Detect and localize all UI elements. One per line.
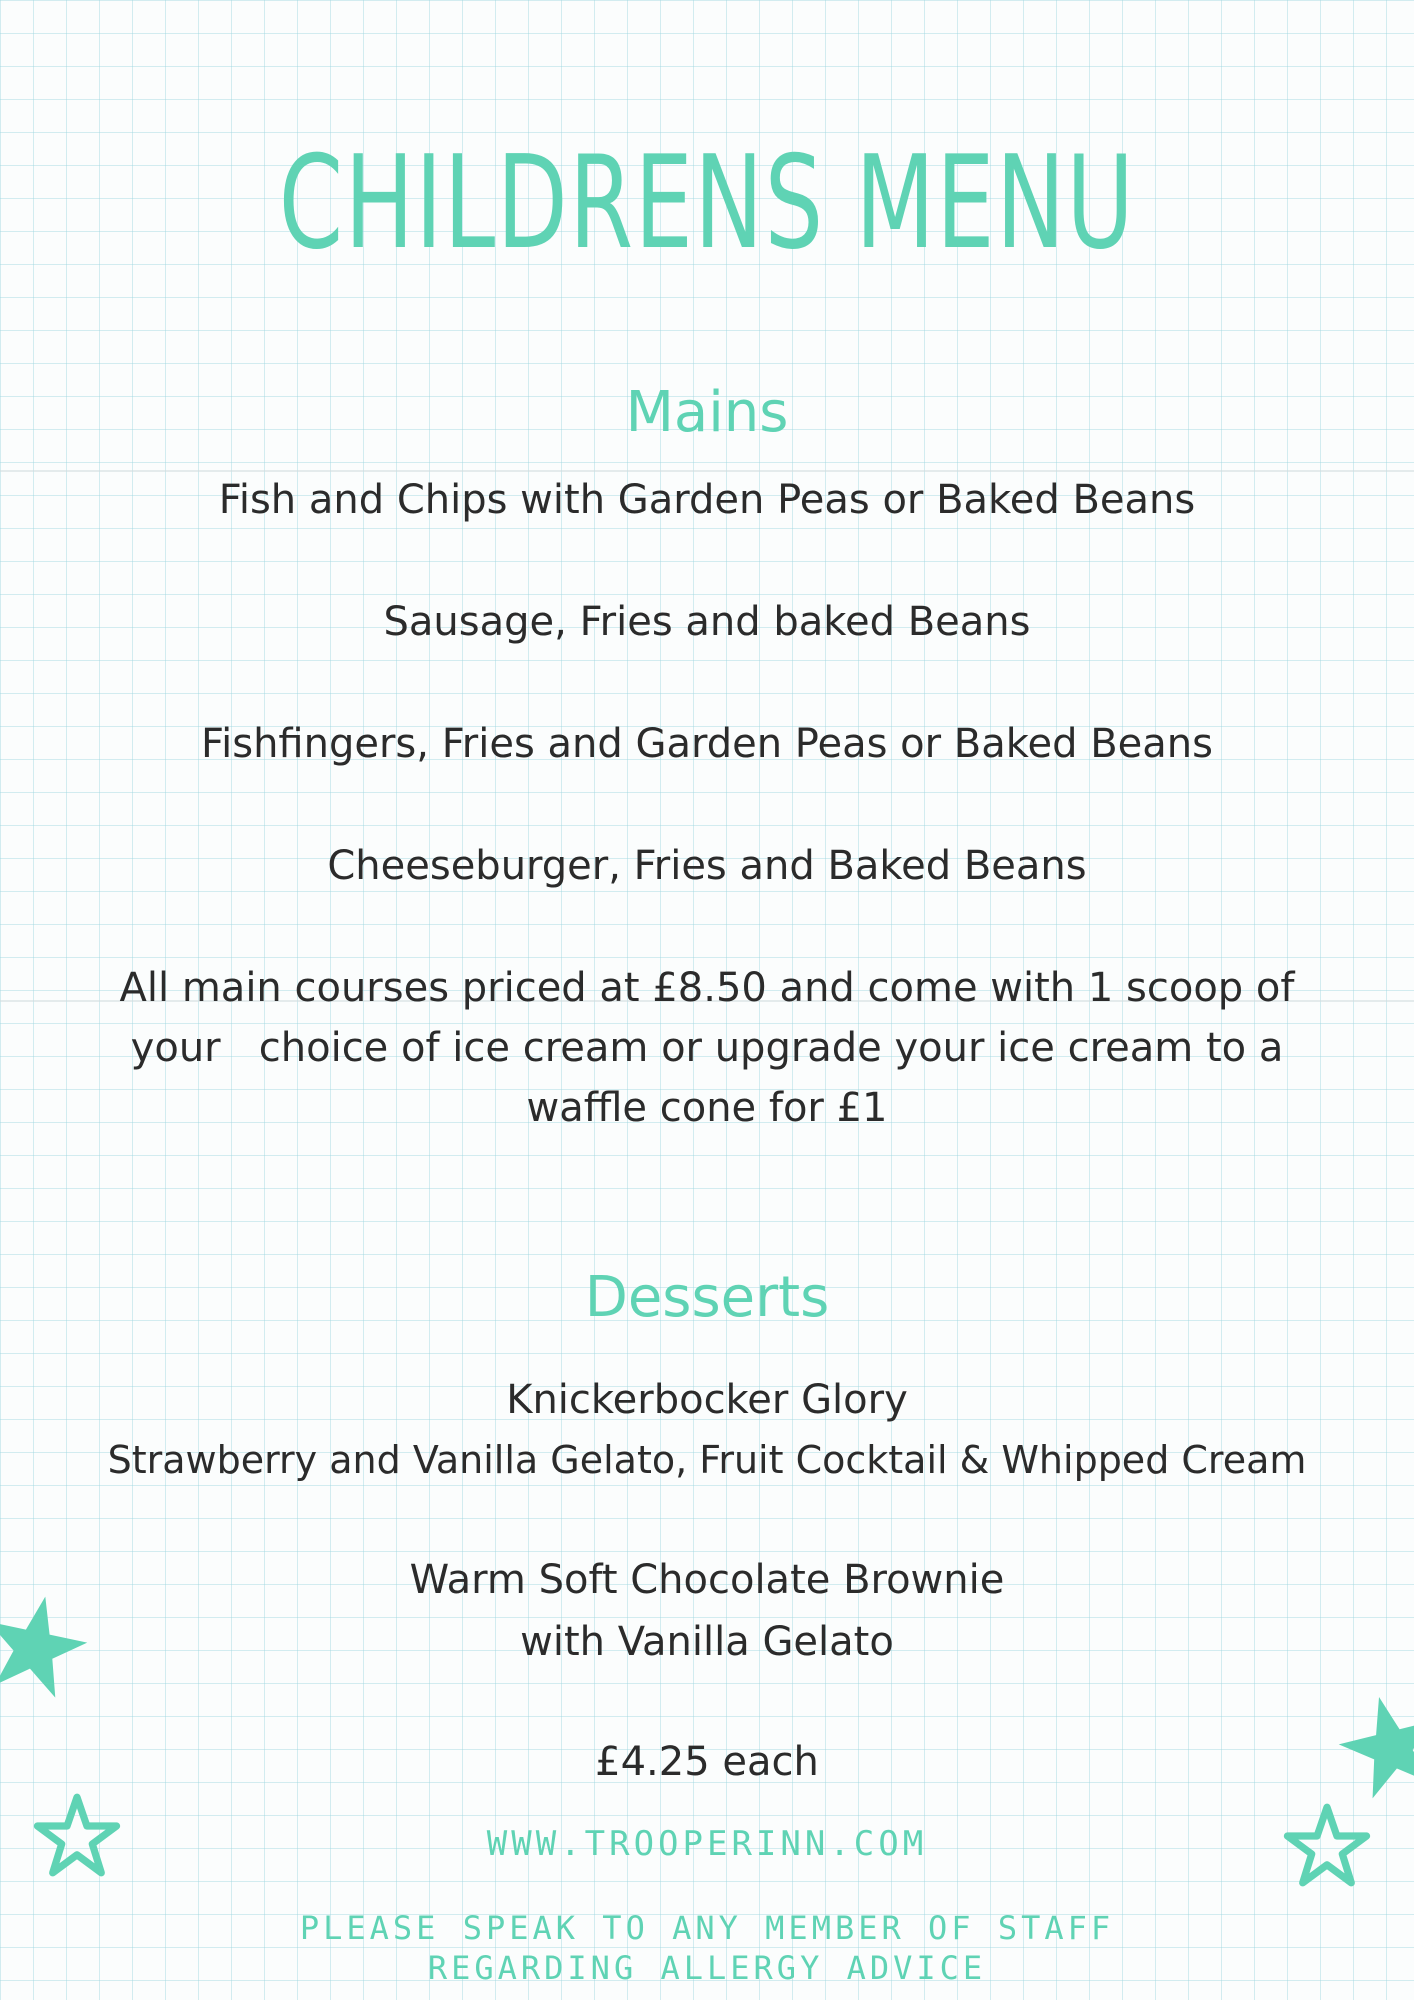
mains-item: Sausage, Fries and baked Beans (383, 599, 1031, 645)
dessert-item-description: Strawberry and Vanilla Gelato, Fruit Cocktail & Whipped Cream (107, 1438, 1307, 1482)
star-icon (1336, 1690, 1414, 1800)
mains-note-line: waffle cone for £1 (526, 1085, 888, 1131)
allergy-notice-line: REGARDING ALLERGY ADVICE (427, 1949, 987, 1987)
mains-heading: Mains (625, 380, 789, 445)
mains-item: Cheeseburger, Fries and Baked Beans (327, 843, 1087, 889)
allergy-notice-line: PLEASE SPEAK TO ANY MEMBER OF STAFF (299, 1909, 1115, 1947)
menu-title: CHILDRENS MENU (278, 129, 1136, 278)
website-link[interactable]: WWW.TROOPERINN.COM (486, 1824, 928, 1864)
desserts-heading: Desserts (584, 1265, 830, 1330)
star-icon (0, 1590, 90, 1700)
dessert-item-name: Warm Soft Chocolate Brownie (409, 1557, 1005, 1603)
mains-item: Fishfingers, Fries and Garden Peas or Baked Beans (201, 721, 1213, 767)
dessert-price: £4.25 each (595, 1739, 819, 1785)
dessert-item-description: with Vanilla Gelato (520, 1619, 894, 1665)
star-outline-icon (1282, 1800, 1372, 1890)
mains-item: Fish and Chips with Garden Peas or Baked Beans (218, 477, 1196, 523)
mains-note-line: All main courses priced at £8.50 and come with 1 scoop of (119, 965, 1295, 1011)
mains-note-line: your choice of ice cream or upgrade your ice cream to a (130, 1025, 1284, 1071)
star-outline-icon (32, 1790, 122, 1880)
dessert-item-name: Knickerbocker Glory (506, 1377, 908, 1423)
